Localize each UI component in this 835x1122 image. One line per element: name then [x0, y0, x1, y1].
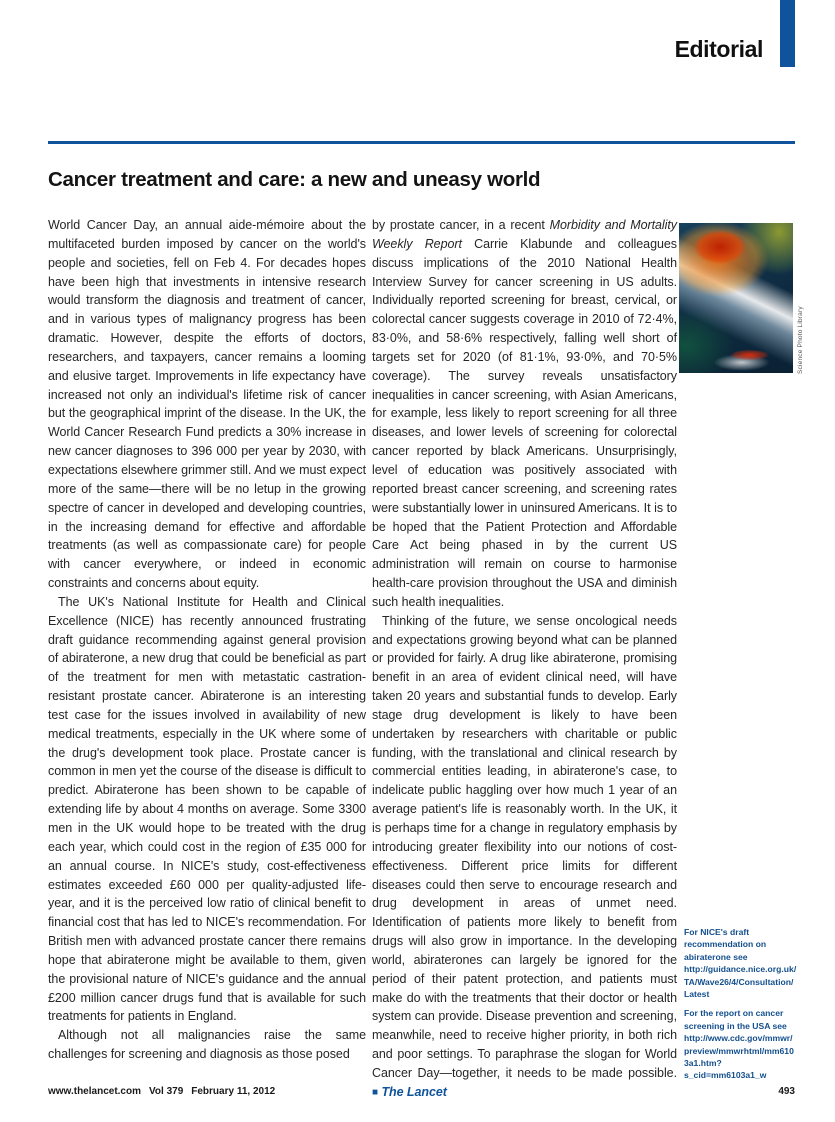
paragraph: Although not all malignancies raise the same challenges for screening and diagnosis as those posed: [48, 1028, 366, 1062]
section-label: Editorial: [674, 36, 763, 62]
paragraph: [372, 612, 677, 1103]
text-column-left: [48, 216, 366, 1064]
section-accent-bar: [780, 0, 795, 67]
article-title: Cancer treatment and care: a new and uneasy world: [48, 168, 541, 191]
image-credit: Science Photo Library: [797, 306, 804, 374]
journal-reference: Morbidity and Mortality Weekly Report: [372, 218, 677, 251]
paragraph-text: Thinking of the future, we sense oncological needs and expectations growing beyond what can be planned or provided for fairly. A drug like abiraterone, promising benefit in an area of evident clinical need, will have taken 20 years and substantial funds to develop. Early stage drug development is likely to have been undertaken by researchers with charitable or public funding, with the translational and clinical research by commercial entities leading, in abiraterone's case, to indelicate public haggling over how much 1 year of an average patient's life is reasonably worth. In the UK, it is perhaps time for a change in regulatory emphasis by introducing greater flexibility into our notions of cost-effectiveness. Different price limits for different diseases could then serve to encourage research and drug development in areas of unmet need. Identification of patients more likely to benefit from drugs will also grow in importance. In the developing world, abiraterones can largely be ignored for the period of their patent protection, and patients must make do with the treatments that their doctor or health system can provide. Disease prevention and screening, meanwhile, need to receive higher priority, in both rich and poor settings. To paraphrase the slogan for World Cancer Day—together, it needs to be made possible.: [372, 613, 677, 1080]
footer-volume: Vol 379: [148, 1086, 184, 1097]
margin-notes: [684, 926, 797, 1089]
header-rule: [48, 141, 795, 144]
end-square-icon: ■: [372, 1086, 378, 1098]
abstract-cancer-artwork-image: [679, 223, 793, 373]
page-footer: [48, 1086, 795, 1097]
paragraph: The UK's National Institute for Health and Clinical Excellence (NICE) has recently announced frustrating draft guidance recommending against general provision of abiraterone, a new drug that could be beneficial as part of the treatment for men with metastatic castration-resistant prostate cancer. Abiraterone is an interesting test case for the issues involved in availability of new medical treatments, especially in the UK where some of the drug's development took place. Prostate cancer is common in men yet the course of the disease is difficult to predict. Abiraterone has been shown to be capable of extending life by about 4 months on average. Some 3300 men in the UK would hope to be treated with the drug each year, which could cost in the region of £35 000 for an annual course. In NICE's study, cost-effectiveness estimates exceeded £60 000 per quality-adjusted life-year, and it is the perceived low ratio of clinical benefit to financial cost that has led to NICE's recommendation. For British men with advanced prostate cancer there remains hope that abiraterone might be available to them, given the provisional nature of NICE's guidance and the annual £200 million cancer drugs fund that is available for such treatments for patients in England.: [48, 594, 366, 1024]
footer-date: February 11, 2012: [191, 1086, 276, 1097]
paragraph: World Cancer Day, an annual aide-mémoire about the multifaceted burden imposed by cancer on the world's people and societies, fell on Feb 4. For decades hopes have been high that investments in intensive research would transform the diagnosis and treatment of cancer, and in various types of malignancy progress has been dramatic. However, despite the efforts of doctors, researchers, and taxpayers, cancer remains a looming and elusive target. Improvements in life expectancy have increased not only an individual's lifetime risk of cancer but the geographical imprint of the disease. In the UK, the World Cancer Research Fund predicts a 30% increase in new cancer diagnoses to 396 000 per year by 2030, with expectations elsewhere grimmer still. And we must expect more of the same—there will be no letup in the growing spectre of cancer in developed and developing countries, in the increasing demand for effective and affordable treatments (as well as compassionate care) for people with cancer everywhere, or indeed in economic constraints and concerns about equity.: [48, 218, 366, 591]
margin-note-cdc-link[interactable]: For the report on cancer screening in the USA see http://www.cdc.gov/mmwr/preview/mmwrhtml/mm6103a1.htm?s_cid=mm6103a1_w: [684, 1008, 794, 1081]
margin-note-nice-link[interactable]: For NICE's draft recommendation on abiraterone see http://guidance.nice.org.uk/TA/Wave26/4/Consultation/Latest: [684, 927, 797, 1000]
paragraph-text: by prostate cancer, in a recent: [372, 218, 550, 232]
footer-page-number: 493: [778, 1086, 795, 1097]
paragraph-text: Carrie Klabunde and colleagues discuss implications of the 2010 National Health Interview Survey for cancer screening in US adults. Individually reported screening for breast, cervical, or colorectal cancer suggests coverage in 2010 of 72·4%, 83·0%, and 58·6% respectively, falling well short of targets set for 2020 (of 81·1%, 93·0%, and 70·5% coverage). The survey reveals unsatisfactory inequalities in cancer screening, with Asian Americans, for example, less likely to report screening for all three diseases, and lower levels of screening for colorectal cancer reported by black Americans. Unsurprisingly, level of education was positively associated with reported breast cancer screening, and screening rates were substantially lower in uninsured Americans. It is to be hoped that the Patient Protection and Affordable Care Act being phased in by the current US administration will remain on course to harmonise health-care provision throughout the USA and diminish such health inequalities.: [372, 236, 677, 609]
paragraph: [372, 216, 677, 612]
signature-text: The Lancet: [381, 1084, 447, 1099]
footer-site: www.thelancet.com: [48, 1086, 141, 1097]
text-column-right: [372, 216, 677, 1103]
